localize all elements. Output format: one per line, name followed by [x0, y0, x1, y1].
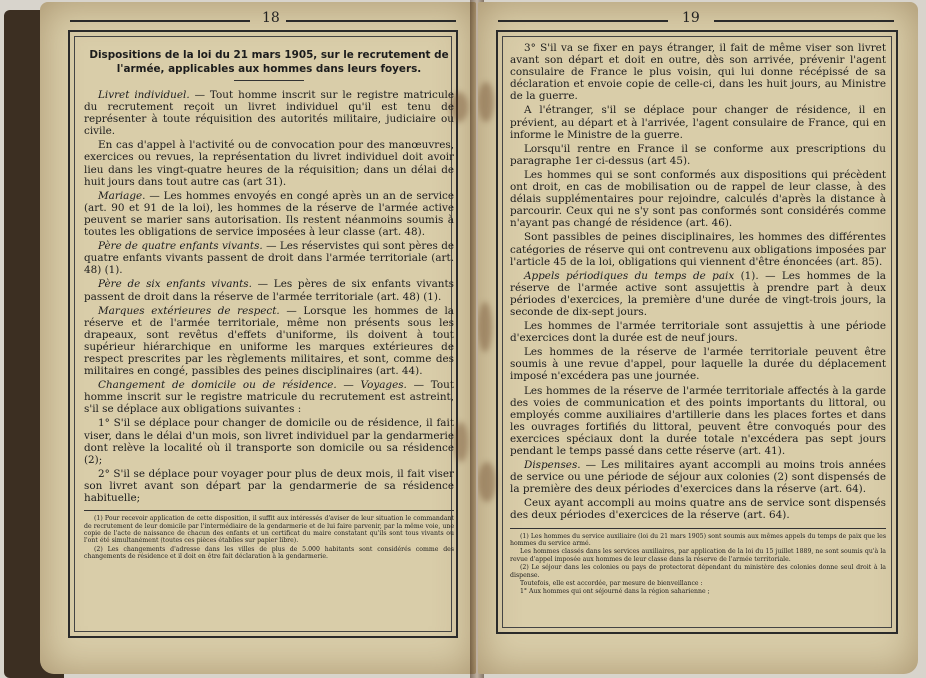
paragraph-heading: Changement de domicile ou de résidence. — Voyages.	[98, 379, 407, 392]
page-title: Dispositions de la loi du 21 mars 1905, sur le recrutement de l'armée, applicables aux hommes dans leurs foyers.	[89, 49, 449, 75]
paragraph-text: Ceux ayant accompli au moins quatre ans de service sont dispensés des deux périodes d'exercices de la réserve (art. 64).	[510, 497, 886, 522]
paragraph-text: — Les réservistes qui sont pères de quatre enfants vivants passent de droit dans l'armée territoriale (art. 48) (1).	[84, 240, 454, 277]
footnote: Les hommes classés dans les services auxiliaires, par application de la loi du 15 juillet 1889, ne sont soumis qu'à la revue d'appel imposée aux hommes de leur classe dans la réserve de l'armée territoriale.	[510, 548, 886, 563]
paragraph	[84, 89, 454, 137]
paragraph	[510, 270, 886, 318]
paragraph-text: En cas d'appel à l'activité ou de convocation pour des manœuvres, exercices ou revues, la représentation du livret individuel doit avoir lieu dans les vingt-quatre heures de la réquisition; dans un délai de huit jours dans tout autre cas (art 31).	[84, 139, 454, 188]
footnote-rule	[84, 510, 454, 511]
footnote-list	[84, 515, 454, 560]
paragraph-text: Les hommes qui se sont conformés aux dispositions qui précèdent ont droit, en cas de mobilisation ou de rappel de leur classe, à des délais supplémentaires pour rejoindre, calculés d'après la distance à parcourir. Ceux qui ne s'y sont pas conformés sont considérés comme n'ayant pas changé de résidence (art. 46).	[510, 168, 886, 230]
paragraph	[510, 385, 886, 458]
paragraph-text: Les hommes de la réserve de l'armée territoriale affectés à la garde des voies de communication et des points importants du littoral, ou employés comme auxiliaires d'artillerie dans les places fortes et dans les ouvrages fortifiés du littoral, peuvent être convoqués pour des exercices spéciaux dont la durée totale n'excédera pas sept jours pendant le temps passé dans cette réserve (art. 41).	[510, 384, 886, 457]
page-number: 19	[682, 10, 700, 26]
left-page	[40, 2, 476, 674]
paragraph-heading: Père de quatre enfants vivants.	[98, 240, 263, 253]
paragraph-text: 3° S'il va se fixer en pays étranger, il fait de même viser son livret avant son départ et doit en outre, dès son arrivée, prévenir l'agent consulaire de France le plus voisin, qui lui donne récépissé de sa déclaration et envoie copie de celle-ci, dans les huit jours, au Ministre de la guerre.	[510, 42, 886, 103]
paragraph-heading: Marques extérieures de respect.	[98, 304, 280, 317]
paragraph	[84, 139, 454, 187]
paragraph	[84, 278, 454, 302]
footnote: (1) Pour recevoir application de cette disposition, il suffit aux intéressés d'aviser de leur situation le commandant de recrutement de leur domicile par l'intermédiaire de la gendarmerie et de lui faire parvenir, par la même voie, une copie de l'acte de naissance de chacun des enfants et un certificat du maire constatant qu'ils sont tous vivants ou l'ont été simultanément (toutes ces pièces établies sur papier libre).	[84, 515, 454, 545]
paragraph-text: — Tout homme inscrit sur le registre matricule du recrutement est astreint, s'il se déplace aux obligations suivantes :	[84, 379, 454, 416]
paragraph-text: Sont passibles de peines disciplinaires, les hommes des différentes catégories de réserve qui ont contrevenu aux obligations imposées par l'article 45 de la loi, obligations qui viennent d'être énoncées (art. 85).	[510, 231, 886, 268]
left-page-text	[84, 46, 454, 562]
footnote: (2) Le séjour dans les colonies ou pays de protectorat dépendant du ministère des colonies donne seul droit à la dispense.	[510, 564, 886, 579]
paragraph-text: (1). — Les hommes de la réserve de l'armée active sont assujettis à prendre part à deux périodes d'exercices, la première d'une durée de vingt-trois jours, la seconde de dix-sept jours.	[510, 269, 886, 318]
footnote-rule	[510, 528, 886, 529]
footnote-list	[510, 533, 886, 596]
paragraph-text: — Les pères de six enfants vivants passent de droit dans la réserve de l'armée territoriale (art. 48) (1).	[84, 278, 454, 303]
stain	[478, 302, 492, 352]
paragraph	[510, 459, 886, 495]
paragraph-heading: Père de six enfants vivants.	[98, 278, 252, 291]
paragraph	[510, 320, 886, 344]
paragraph-text: 1° S'il se déplace pour changer de domicile ou de résidence, il fait viser, dans le délai d'un mois, son livret individuel par la gendarmerie dont relève la localité où il transporte son domicile ou sa résidence (2);	[84, 417, 454, 466]
stain	[454, 422, 468, 462]
stain	[478, 462, 496, 502]
paragraph	[84, 417, 454, 465]
paragraph-text: — Les militaires ayant accompli au moins trois années de service ou une période de séjour aux colonies (2) sont dispensés de la première des deux périodes d'exercices dans la réserve (art. 64).	[510, 459, 886, 496]
header-rule	[286, 20, 456, 22]
page-number: 18	[262, 10, 280, 26]
footnote: 1° Aux hommes qui ont séjourné dans la région saharienne ;	[520, 588, 710, 596]
paragraph	[510, 169, 886, 229]
paragraph	[510, 346, 886, 382]
paragraph	[84, 468, 454, 504]
paragraph	[84, 240, 454, 276]
paragraph-text: Les hommes de l'armée territoriale sont assujettis à une période d'exercices dont la durée est de neuf jours.	[510, 320, 886, 345]
stain	[478, 82, 494, 122]
right-page-text	[510, 42, 886, 597]
paragraph	[510, 231, 886, 267]
header-rule	[70, 20, 250, 22]
footnote: (2) Les changements d'adresse dans les villes de plus de 5.000 habitants sont considérés comme des changements de résidence et il doit en être fait déclaration à la gendarmerie.	[84, 545, 454, 561]
paragraph-text: 2° S'il se déplace pour voyager pour plus de deux mois, il fait viser son livret avant son départ par la gendarmerie de sa résidence habituelle;	[84, 467, 454, 504]
paragraph-heading: Livret individuel.	[98, 89, 190, 101]
footnote: Toutefois, elle est accordée, par mesure de bienveillance :	[520, 580, 703, 587]
paragraph	[510, 104, 886, 140]
paragraph-list	[84, 89, 454, 504]
paragraph-text: — Lorsque les hommes de la réserve et de l'armée territoriale, même non présents sous les drapeaux, sont revêtus d'effets d'uniforme, ils doivent à tout supérieur hiérarchique en uniforme les marques extérieures de respect prescrites par les règlements militaires, et sont, comme des militaires en congé, passibles des peines disciplinaires (art. 44).	[84, 304, 455, 378]
paragraph-text: — Tout homme inscrit sur le registre matricule du recrutement reçoit un livret individuel qu'il est tenu de représenter à toute réquisition des autorités militaire, judiciaire ou civile.	[84, 89, 454, 138]
paragraph	[510, 497, 886, 521]
title-rule	[234, 80, 304, 81]
right-page	[478, 2, 918, 674]
footnote: (1) Les hommes du service auxiliaire (loi du 21 mars 1905) sont soumis aux mêmes appels du temps de paix que les hommes du service armé.	[510, 532, 886, 547]
paragraph-text: Les hommes de la réserve de l'armée territoriale peuvent être soumis à une revue d'appel, pour laquelle la durée du déplacement imposé n'excédera pas une journée.	[510, 346, 886, 383]
paragraph-heading: Dispenses.	[524, 459, 581, 472]
paragraph-heading: Appels périodiques du temps de paix	[524, 269, 735, 282]
paragraph	[84, 305, 454, 378]
paragraph-text: Lorsqu'il rentre en France il se conforme aux prescriptions du paragraphe 1er ci-dessus (art 45).	[510, 142, 886, 167]
paragraph	[510, 42, 886, 102]
header-rule	[714, 20, 894, 22]
paragraph	[510, 143, 886, 167]
paragraph-text: — Les hommes envoyés en congé après un an de service (art. 90 et 91 de la loi), les hommes de la réserve de l'armée active peuvent se marier sans autorisation. Ils restent néanmoins soumis à toutes les obligations de service imposées à leur classe (art. 48).	[84, 189, 454, 239]
paragraph	[84, 190, 454, 238]
paragraph-list	[510, 42, 886, 522]
header-rule	[498, 20, 668, 22]
paragraph	[84, 379, 454, 415]
paragraph-heading: Mariage.	[98, 189, 146, 202]
paragraph-text: A l'étranger, s'il se déplace pour changer de résidence, il en prévient, au départ et à l'arrivée, l'agent consulaire de France, qui en informe le Ministre de la guerre.	[510, 104, 886, 141]
